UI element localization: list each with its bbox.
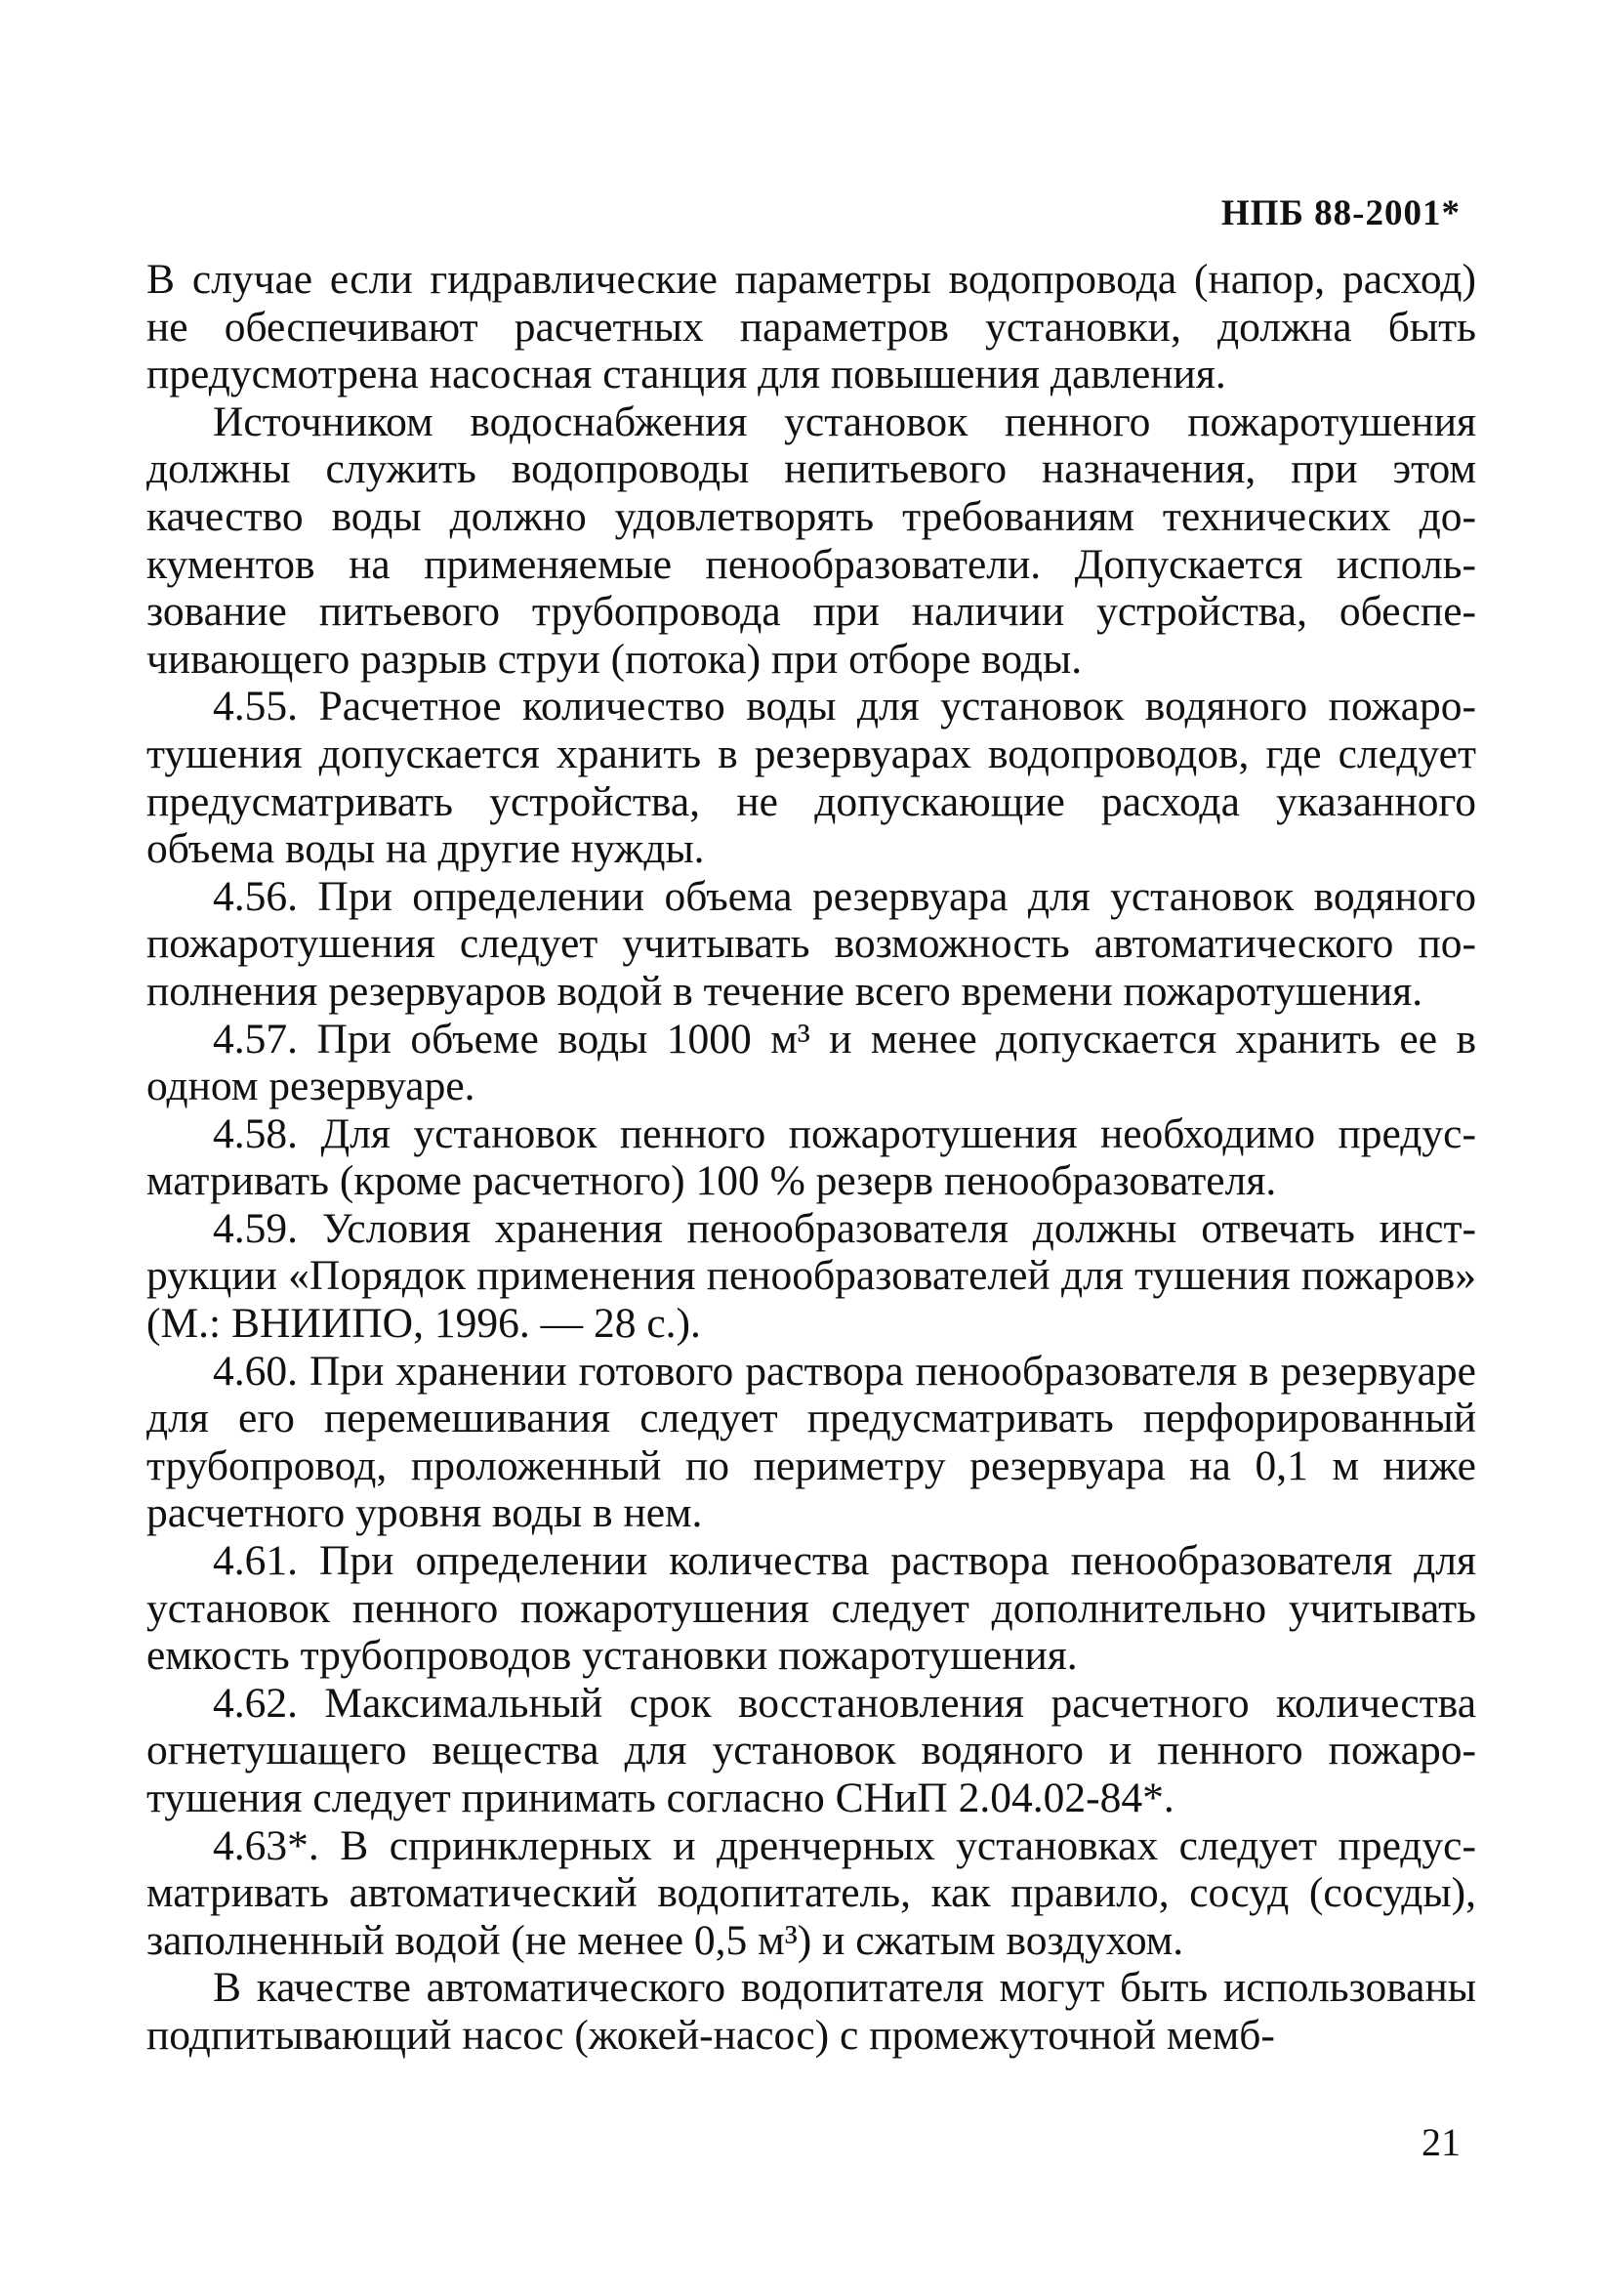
paragraph-4-57: 4.57. При объеме воды 1000 м³ и менее допускается хранить ее в одном резервуаре. (146, 1015, 1476, 1110)
paragraph-4-60: 4.60. При хранении готового раствора пенообразователя в резервуаре для его перемешивания следует предусматривать перфорированный трубопровод, проложенный по периметру резервуара на 0,1 м ниже расчетного уровня воды в нем. (146, 1347, 1476, 1537)
paragraph-4-58: 4.58. Для установок пенного пожаротушения необходимо предусматривать (кроме расчетного) 100 % резерв пенообразователя. (146, 1109, 1476, 1205)
paragraph-4-63: 4.63*. В спринклерных и дренчерных установках следует предусматривать автоматический водопитатель, как правило, сосуд (сосуды), заполненный водой (не менее 0,5 м³) и сжатым воздухом. (146, 1821, 1476, 1964)
paragraph-4-59: 4.59. Условия хранения пенообразователя должны отвечать инструкции «Порядок применения пенообразователей для тушения пожаров» (М.: ВНИИПО, 1996. — 28 с.). (146, 1204, 1476, 1348)
page-number: 21 (1422, 2120, 1461, 2164)
paragraph-auto-water-feeder: В качестве автоматического водопитателя могут быть использованы подпитывающий насос (жокей-насос) с промежуточной мемб- (146, 1964, 1476, 2059)
paragraph-water-supply-pressure: В случае если гидравлические параметры водопровода (напор, расход) не обеспечивают расчетных параметров установки, должна быть предусмотрена насосная станция для повышения давления. (146, 256, 1476, 398)
paragraph-4-62: 4.62. Максимальный срок восстановления расчетного количества огнетушащего вещества для установок водяного и пенного пожаротушения следует принимать согласно СНиП 2.04.02-84*. (146, 1679, 1476, 1821)
document-code-header: НПБ 88-2001* (1220, 193, 1461, 233)
paragraph-4-55: 4.55. Расчетное количество воды для установок водяного пожаротушения допускается хранить в резервуарах водопроводов, где следует предусматривать устройства, не допускающие расхода указанного объема воды на другие нужды. (146, 683, 1476, 873)
body-text (146, 256, 1476, 2060)
paragraph-foam-water-source: Источником водоснабжения установок пенного пожаротушения должны служить водопроводы непитьевого назначения, при этом качество воды должно удовлетворять требованиям технических документов на применяемые пенообразователи. Допускается использование питьевого трубопровода при наличии устройства, обеспечивающего разрыв струи (потока) при отборе воды. (146, 397, 1476, 683)
paragraph-4-61: 4.61. При определении количества раствора пенообразователя для установок пенного пожаротушения следует дополнительно учитывать емкость трубопроводов установки пожаротушения. (146, 1537, 1476, 1680)
paragraph-4-56: 4.56. При определении объема резервуара для установок водяного пожаротушения следует учитывать возможность автоматического пополнения резервуаров водой в течение всего времени пожаротушения. (146, 872, 1476, 1015)
